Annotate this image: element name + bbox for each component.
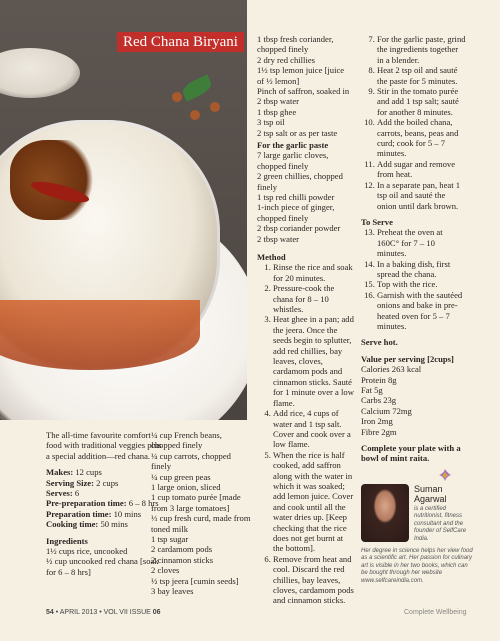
serve-step: 14. In a baking dish, first spread the chana.: [377, 259, 466, 280]
serves-row: [46, 488, 162, 498]
page-number: 54: [46, 609, 54, 616]
method-step: 8. Heat 2 tsp oil and sauté the paste for 5 minutes.: [377, 65, 466, 86]
preparation-value: 10 mins: [113, 508, 142, 519]
method-heading: Method: [257, 252, 286, 262]
ingredients-column-2: [257, 34, 353, 138]
method-step: 5. When the rice is half cooked, add saffron along with the water in which it was soaked; add lemon juice. Cover and cook until all the water dries up. [Keep checking that the rice does not get burnt at the bottom].: [273, 450, 355, 554]
cooking-value: 50 mins: [100, 519, 128, 530]
cooking-row: [46, 519, 162, 529]
nutrition-item: Fibre 2gm: [361, 426, 397, 437]
serve-step: 15. Top with the rice.: [377, 279, 466, 289]
ingredient-item: 1 large onion, sliced: [151, 482, 221, 493]
serve-hot: Serve hot.: [361, 337, 398, 348]
method-step: 6. Remove from heat and cool. Discard the red chillies, bay leaves, cloves, cardamom pods and cinnamon sticks.: [273, 554, 355, 606]
garlic-item: 1 tsp red chilli powder: [257, 192, 335, 203]
footer-magazine-name: Complete Wellbeing: [404, 609, 467, 616]
fried-onion-garnish-image: [10, 140, 100, 220]
method-column: [257, 252, 355, 606]
nutrition-item: Iron 2mg: [361, 416, 393, 427]
author-photo: [361, 484, 409, 542]
ingredient-item: 1 tsp sugar: [151, 534, 189, 545]
ingredient-item: 2 cardamom pods: [151, 544, 213, 555]
ingredient-item: 2 cloves: [151, 565, 180, 576]
garlic-item: 2 tbsp water: [257, 233, 300, 244]
cooking-label: Cooking time:: [46, 519, 99, 530]
method-step: 9. Stir in the tomato purée and add 1 tsp salt; sauté for another 8 minutes.: [377, 86, 466, 117]
garlic-item: 7 large garlic cloves, chopped finely: [257, 150, 329, 171]
serves-label: Serves:: [46, 488, 73, 499]
makes-label: Makes:: [46, 467, 74, 478]
author-first-name: Suman: [414, 484, 443, 494]
nutrition-item: Carbs 23g: [361, 395, 397, 406]
chana-bean-image: [190, 110, 200, 120]
raita-bowl-image: [0, 48, 80, 98]
serving-label: Serving Size:: [46, 477, 94, 488]
ingredient-item: 1½ tsp lemon juice [juice of ½ lemon]: [257, 65, 345, 86]
author-last-name: Agarwal: [414, 494, 447, 504]
method-step: 7. For the garlic paste, grind the ingredients together in a blender.: [377, 34, 466, 65]
nutrition-unit: [2cups]: [427, 353, 454, 364]
ingredient-item: 2 dry red chillies: [257, 54, 315, 65]
ingredients-heading: Ingredients: [46, 535, 88, 546]
selfcare-logo-icon: [437, 467, 453, 483]
serves-value: 6: [74, 488, 80, 499]
garlic-heading: For the garlic paste: [257, 140, 329, 150]
ingredient-item: ¼ cup green peas: [151, 471, 211, 482]
method-step: 11. Add sugar and remove from heat.: [377, 159, 466, 180]
nutrition-item: Calories 263 kcal: [361, 364, 422, 375]
ingredient-item: 2 cinnamon sticks: [151, 554, 214, 565]
ingredient-item: ⅓ cup fresh curd, made from toned milk: [151, 513, 251, 534]
ingredient-item: 1½ cups rice, uncooked: [46, 546, 128, 557]
author-name: [414, 484, 474, 504]
method-step: 1. Rinse the rice and soak for 20 minutes.: [273, 262, 355, 283]
serve-step: 13. Preheat the oven at 160C° for 7 – 10 minutes.: [377, 227, 466, 258]
preparation-label: Preparation time:: [46, 508, 112, 519]
nutrition-item: Calcium 72mg: [361, 405, 412, 416]
mint-leaf-image: [180, 74, 214, 101]
ingredient-item: 3 tsp oil: [257, 117, 285, 128]
serving-row: [46, 478, 162, 488]
garlic-paste-column: [257, 140, 353, 244]
prep-value: 6 – 8 hrs: [128, 498, 159, 509]
footer-issue: [46, 609, 161, 616]
garlic-item: 2 green chillies, chopped finely: [257, 171, 343, 192]
recipe-title: Red Chana Biryani: [117, 32, 244, 52]
serve-heading: To Serve: [361, 216, 393, 227]
issue-number: 06: [152, 609, 161, 616]
garlic-item: 1-inch piece of ginger, chopped finely: [257, 202, 335, 223]
prep-row: [46, 498, 162, 508]
issue-date: • APRIL 2013 • VOL VII ISSUE: [55, 609, 151, 616]
method-list: [257, 262, 355, 605]
makes-row: [46, 467, 162, 477]
nutrition-heading-row: [361, 354, 466, 364]
nutrition-item: Fat 5g: [361, 385, 383, 395]
ingredient-item: ¼ cup carrots, chopped finely: [151, 450, 231, 472]
ingredient-item: 2 tsp salt or as per taste: [257, 127, 338, 138]
chana-bean-image: [210, 102, 220, 112]
serve-list: [361, 227, 466, 331]
ingredient-item: ½ cup uncooked red chana [soak for 6 – 8 hrs]: [46, 556, 159, 577]
intro-text: The all-time favourite comfort food with traditional veggies plus a special addition—red chana.: [46, 430, 162, 461]
serving-value: 2 cups: [96, 477, 119, 488]
serve-step: 16. Garnish with the sautéed onions and bake in pre-heated oven for 5 – 7 minutes.: [377, 290, 466, 332]
method-list-continued: [361, 34, 466, 211]
ingredient-item: 1 tbsp ghee: [257, 106, 297, 117]
ingredient-item: ½ tsp jeera [cumin seeds]: [151, 575, 239, 586]
method-column-2: [361, 34, 466, 464]
nutrition-heading: Value per serving: [361, 353, 425, 364]
ingredient-item: Pinch of saffron, soaked in 2 tbsp water: [257, 86, 350, 107]
ingredient-item: 1 cup tomato purée [made from 3 large tomatoes]: [151, 492, 241, 513]
author-role: is a certified nutritionist, fitness consultant and the founder of SelfCare India.: [414, 506, 467, 542]
nutrition-item: Protein 8g: [361, 374, 397, 385]
ingredient-item: 1 tbsp fresh coriander, chopped finely: [257, 34, 334, 55]
intro-column: [46, 430, 162, 577]
biryani-photo: [0, 0, 247, 420]
ingredient-item: 3 bay leaves: [151, 586, 194, 597]
ingredient-item: ¼ cup French beans, chopped finely: [151, 430, 222, 451]
author-bio: Her degree in science helps her view food as a scientific art. Her passion for culinary art is visible in her two books, which can be bought through her website www.selfcareindia.com.: [361, 548, 473, 584]
garlic-item: 2 tbsp coriander powder: [257, 223, 341, 234]
method-step: 10. Add the boiled chana, carrots, beans, peas and curd; cook for 5 – 7 minutes.: [377, 117, 466, 159]
makes-value: 12 cups: [75, 467, 102, 478]
preparation-row: [46, 509, 162, 519]
method-step: 3. Heat ghee in a pan; add the jeera. Once the seeds begin to splutter, add red chillies, bay leaves, cloves, cardamom pods and cinnamon sticks. Sauté for 1 minute over a low flame.: [273, 314, 355, 408]
complete-note: Complete your plate with a bowl of mint raita.: [361, 443, 461, 464]
method-step: 12. In a separate pan, heat 1 tsp oil and sauté the onion until dark brown.: [377, 180, 466, 211]
ingredients-column: [151, 430, 251, 597]
method-step: 2. Pressure-cook the chana for 8 – 10 whistles.: [273, 283, 355, 314]
prep-label: Pre-preparation time:: [46, 498, 127, 509]
method-step: 4. Add rice, 4 cups of water and 1 tsp salt. Cover and cook over a low flame.: [273, 408, 355, 450]
chana-bean-image: [172, 92, 182, 102]
